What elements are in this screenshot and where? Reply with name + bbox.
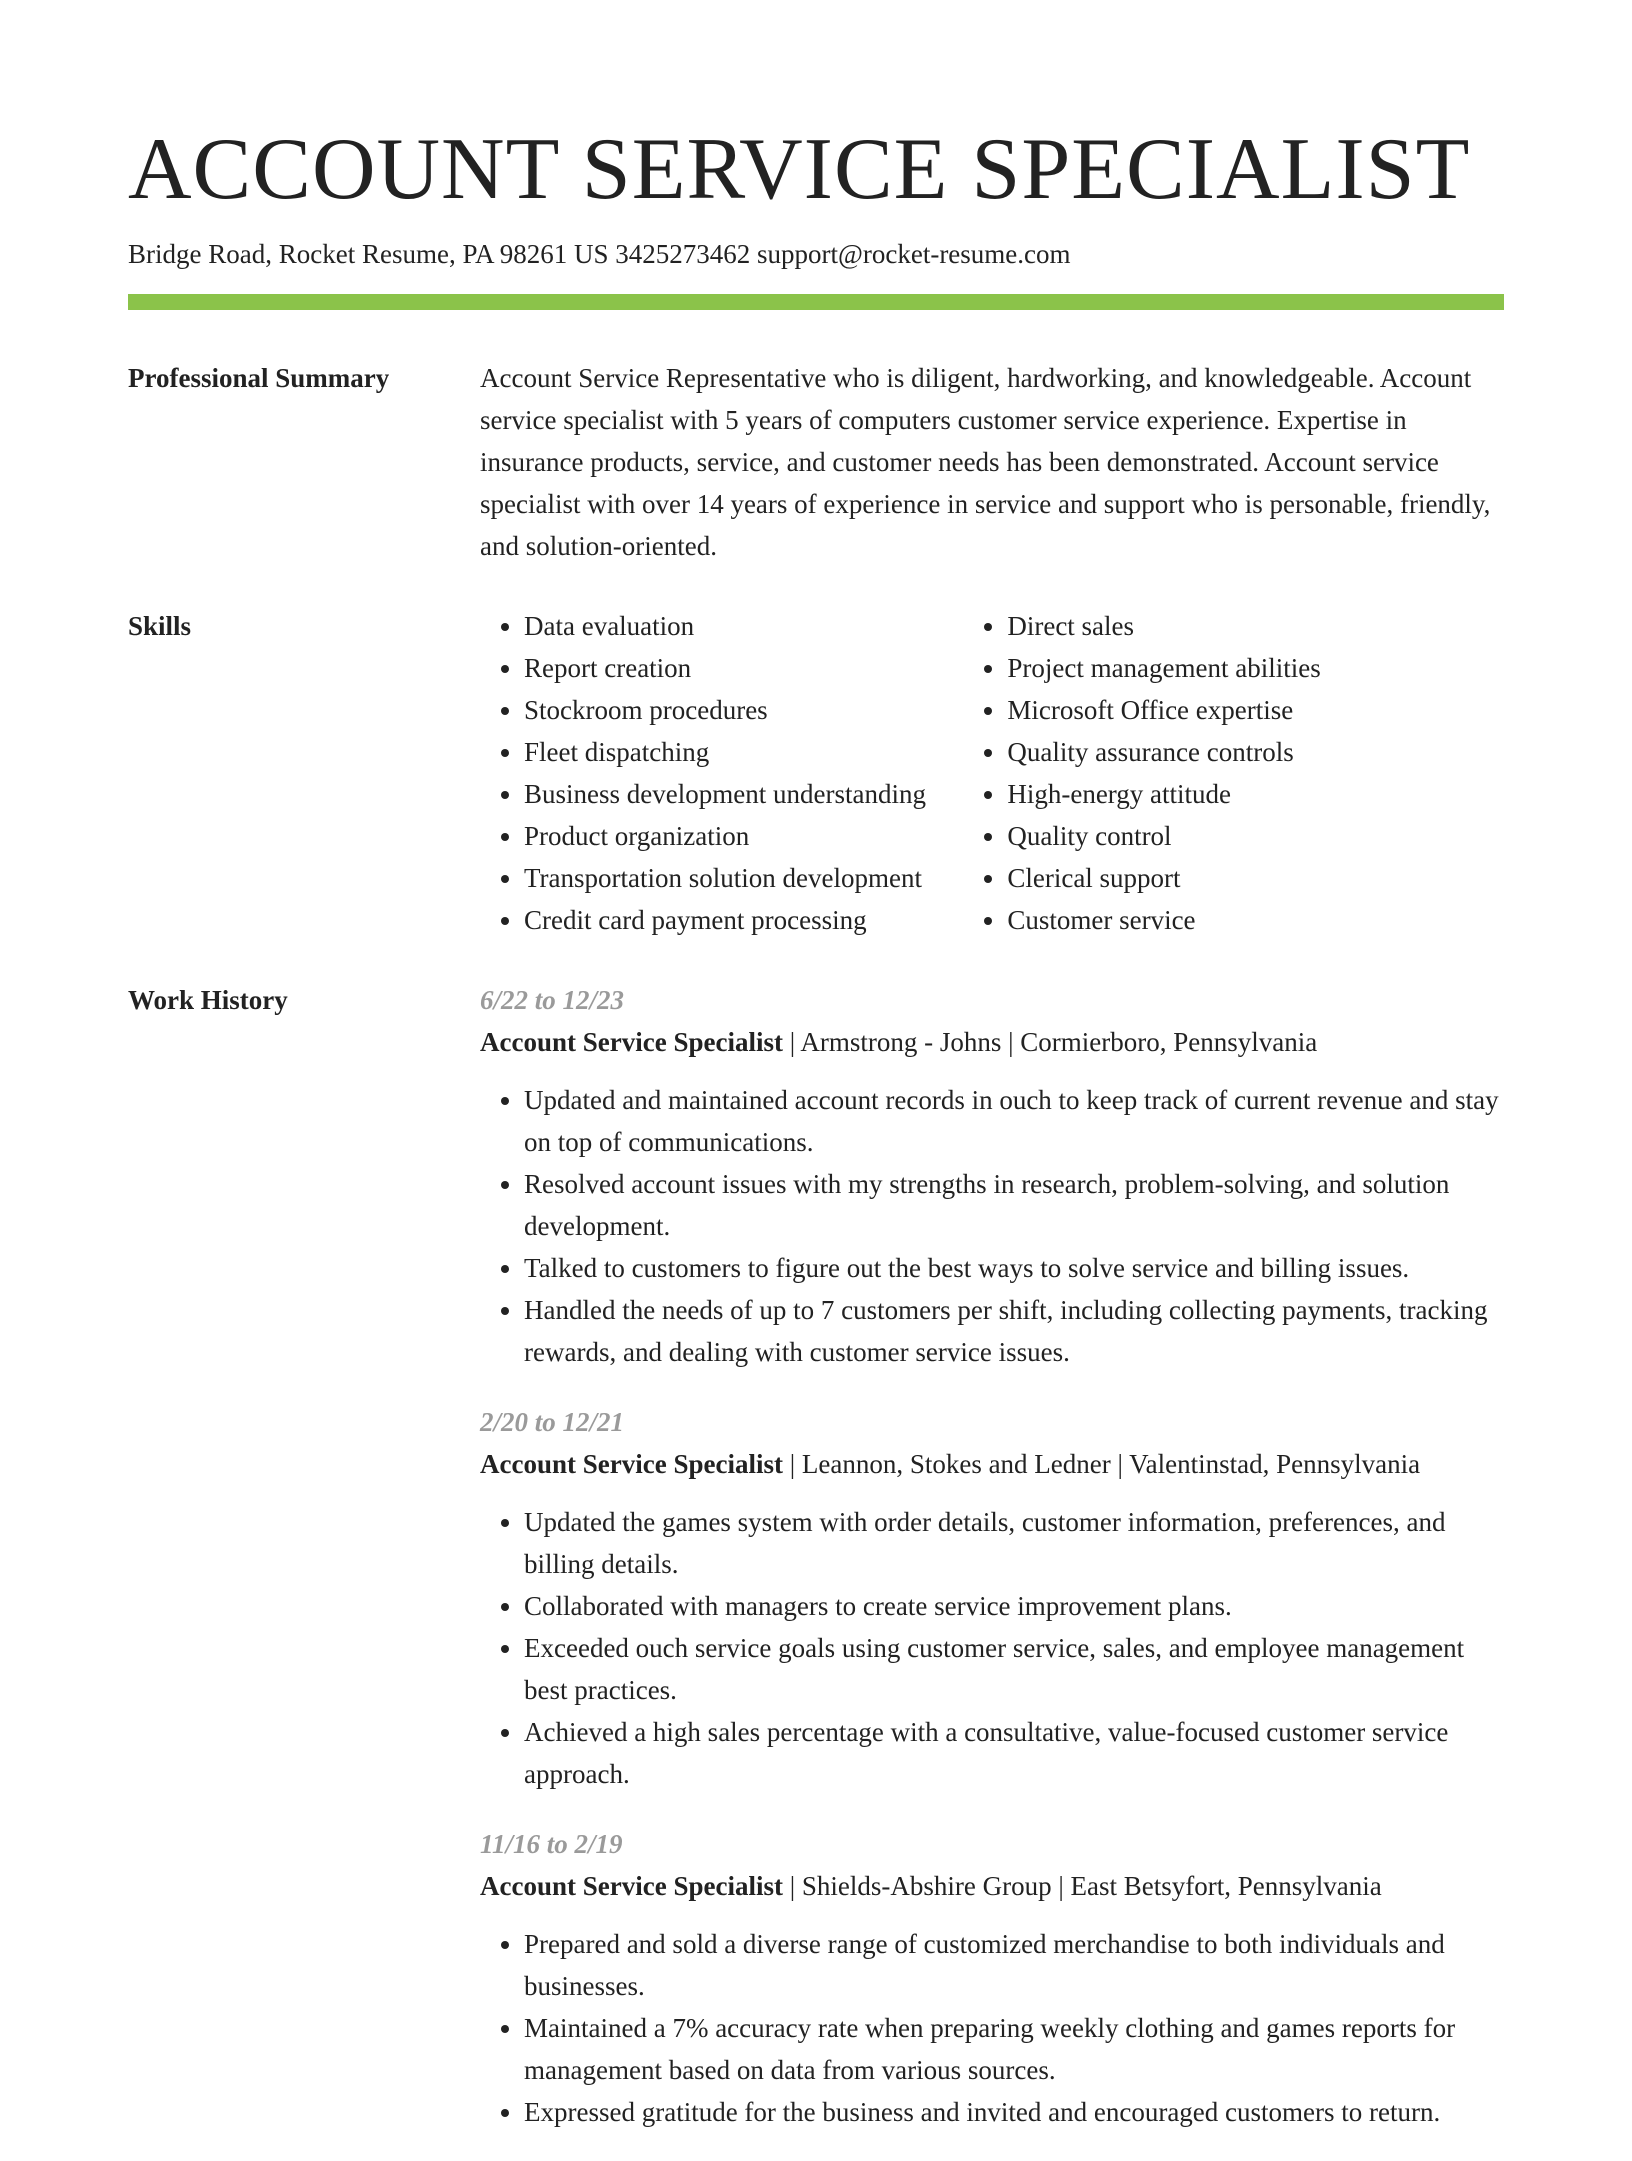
job-bullet: • Collaborated with managers to create service improvement plans. [524,1585,1504,1627]
job-bullet: • Maintained a 7% accuracy rate when preparing weekly clothing and games reports for management based on data from various sources. [524,2007,1504,2091]
job-bullet: • Achieved a high sales percentage with a consultative, value-focused customer service approach. [524,1711,1504,1795]
accent-divider [128,294,1504,310]
job-entry [480,1401,1504,1795]
job-entry [480,979,1504,1373]
job-bullets [480,1501,1504,1795]
job-title: Account Service Specialist [480,1449,783,1479]
job-title-line [480,1021,1504,1063]
summary-text: Account Service Representative who is diligent, hardworking, and knowledgeable. Account service specialist with 5 years of computers customer service experience. Expertise in insurance products, service, and customer needs has been demonstrated. Account service specialist with over 14 years of experience in service and support who is personable, friendly, and solution-oriented. [480,363,1491,561]
job-entry [480,1823,1504,2133]
skill-item: • Quality control [1007,815,1504,857]
job-details: | Leannon, Stokes and Ledner | Valentinstad, Pennsylvania [782,1449,1421,1479]
job-title-line [480,1865,1504,1907]
job-bullets [480,1923,1504,2133]
skill-item: • Credit card payment processing [524,899,963,941]
skill-item: • Transportation solution development [524,857,963,899]
work-history-heading: Work History [128,985,288,1015]
skill-item: • Customer service [1007,899,1504,941]
job-bullet: • Resolved account issues with my strengths in research, problem-solving, and solution development. [524,1163,1504,1247]
work-history-section [128,979,1504,2161]
job-dates: 11/16 to 2/19 [480,1829,623,1859]
professional-summary-section [128,357,1504,567]
job-title: Account Service Specialist [480,1871,783,1901]
skill-item: • Microsoft Office expertise [1007,689,1504,731]
skill-item: • Quality assurance controls [1007,731,1504,773]
resume-page [128,0,1504,2161]
skills-list-left [480,605,963,941]
job-bullet: • Exceeded ouch service goals using customer service, sales, and employee management best practices. [524,1627,1504,1711]
resume-name-heading: ACCOUNT SERVICE SPECIALIST [128,121,1471,218]
job-title-line [480,1443,1504,1485]
job-details: | Armstrong - Johns | Cormierboro, Pennsylvania [782,1027,1318,1057]
skill-item: • Report creation [524,647,963,689]
job-details: | Shields-Abshire Group | East Betsyfort, Pennsylvania [782,1871,1382,1901]
skill-item: • Direct sales [1007,605,1504,647]
job-bullet: • Updated the games system with order details, customer information, preferences, and billing details. [524,1501,1504,1585]
skill-item: • High-energy attitude [1007,773,1504,815]
summary-heading: Professional Summary [128,363,390,393]
job-dates: 6/22 to 12/23 [480,985,625,1015]
job-title: Account Service Specialist [480,1027,783,1057]
contact-info: Bridge Road, Rocket Resume, PA 98261 US 3425273462 support@rocket-resume.com [128,239,1071,269]
job-bullet: • Talked to customers to figure out the best ways to solve service and billing issues. [524,1247,1504,1289]
job-bullet: • Prepared and sold a diverse range of customized merchandise to both individuals and businesses. [524,1923,1504,2007]
skills-heading: Skills [128,611,192,641]
skill-item: • Product organization [524,815,963,857]
skill-item: • Project management abilities [1007,647,1504,689]
skills-section [128,605,1504,941]
skill-item: • Clerical support [1007,857,1504,899]
job-dates: 2/20 to 12/21 [480,1407,625,1437]
skill-item: • Stockroom procedures [524,689,963,731]
job-bullets [480,1079,1504,1373]
skill-item: • Data evaluation [524,605,963,647]
job-bullet: • Expressed gratitude for the business and invited and encouraged customers to return. [524,2091,1504,2133]
skill-item: • Fleet dispatching [524,731,963,773]
skill-item: • Business development understanding [524,773,963,815]
job-bullet: • Updated and maintained account records in ouch to keep track of current revenue and stay on top of communications. [524,1079,1504,1163]
job-bullet: • Handled the needs of up to 7 customers per shift, including collecting payments, tracking rewards, and dealing with customer service issues. [524,1289,1504,1373]
skills-list-right [963,605,1504,941]
